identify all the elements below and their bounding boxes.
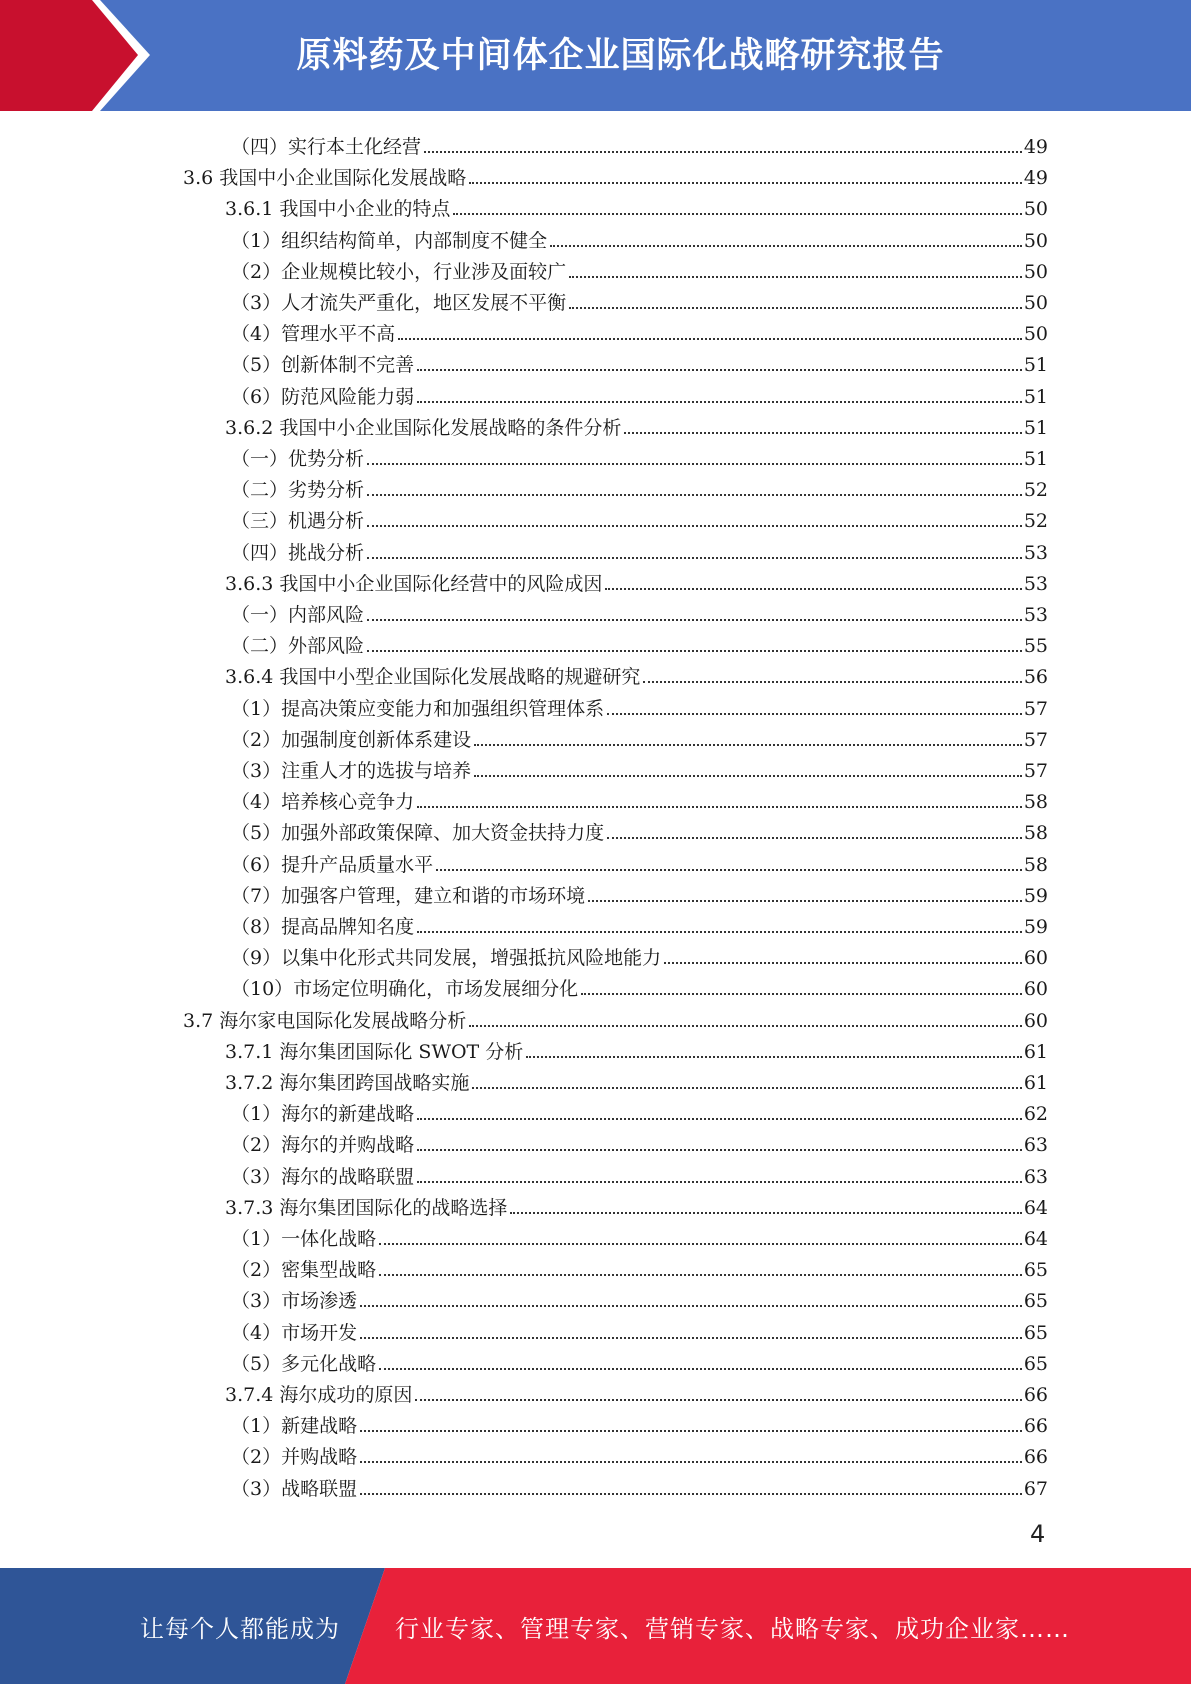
- toc-entry-title: （3）战略联盟: [231, 1477, 358, 1500]
- toc-entry-page: 60: [1023, 947, 1048, 970]
- toc-entry[interactable]: [183, 158, 1048, 189]
- toc-entry-page: 62: [1023, 1103, 1048, 1126]
- report-title: 原料药及中间体企业国际化战略研究报告: [296, 36, 945, 76]
- toc-dot-leader: [367, 618, 1022, 621]
- toc-entry[interactable]: [231, 907, 1048, 938]
- toc-entry-title: （5）创新体制不完善: [231, 354, 415, 377]
- toc-entry-title: （8）提高品牌知名度: [231, 916, 415, 938]
- toc-dot-leader: [510, 1211, 1021, 1214]
- toc-entry[interactable]: [231, 533, 1048, 564]
- toc-entry[interactable]: [231, 470, 1048, 501]
- toc-dot-leader: [581, 992, 1022, 995]
- toc-entry[interactable]: [231, 720, 1048, 751]
- toc-entry[interactable]: [231, 1344, 1048, 1375]
- toc-entry[interactable]: [231, 1469, 1048, 1500]
- page-number: 4: [1030, 1520, 1046, 1548]
- toc-dot-leader: [417, 368, 1022, 371]
- toc-entry-page: 50: [1023, 229, 1048, 252]
- toc-entry-page: 50: [1023, 260, 1048, 283]
- toc-dot-leader: [424, 150, 1022, 153]
- toc-dot-leader: [367, 649, 1022, 652]
- toc-entry[interactable]: [231, 1125, 1048, 1156]
- toc-entry[interactable]: [231, 969, 1048, 1000]
- toc-entry-title: 3.7 海尔家电国际化发展战略分析: [183, 1009, 467, 1032]
- toc-entry[interactable]: [225, 1188, 1048, 1219]
- toc-entry-title: （3）海尔的战略联盟: [231, 1165, 415, 1188]
- toc-entry[interactable]: [231, 1406, 1048, 1437]
- toc-dot-leader: [417, 1117, 1022, 1120]
- toc-dot-leader: [474, 743, 1022, 746]
- toc-entry[interactable]: [231, 1281, 1048, 1312]
- toc-entry-page: 66: [1023, 1415, 1048, 1438]
- toc-entry-page: 49: [1023, 136, 1048, 158]
- toc-entry-page: 63: [1023, 1134, 1048, 1157]
- toc-dot-leader: [379, 1367, 1022, 1370]
- toc-dot-leader: [569, 306, 1022, 309]
- toc-entry-page: 49: [1023, 167, 1048, 190]
- toc-entry[interactable]: [231, 252, 1048, 283]
- toc-dot-leader: [624, 431, 1021, 434]
- toc-dot-leader: [664, 961, 1022, 964]
- toc-entry[interactable]: [231, 876, 1048, 907]
- toc-dot-leader: [360, 1460, 1022, 1463]
- toc-entry-page: 51: [1023, 385, 1048, 408]
- toc-entry-title: （四）挑战分析: [231, 541, 365, 564]
- toc-dot-leader: [379, 1273, 1022, 1276]
- toc-entry[interactable]: [231, 1157, 1048, 1188]
- toc-entry[interactable]: [231, 501, 1048, 532]
- toc-entry-page: 65: [1023, 1321, 1048, 1344]
- toc-entry-title: 3.6.2 我国中小企业国际化发展战略的条件分析: [225, 416, 622, 439]
- toc-entry-title: （一）内部风险: [231, 604, 365, 626]
- toc-entry[interactable]: [231, 1094, 1048, 1125]
- toc-entry-page: 61: [1023, 1040, 1048, 1063]
- toc-entry-page: 51: [1023, 416, 1048, 439]
- report-footer: [0, 1568, 1191, 1684]
- toc-entry[interactable]: [231, 689, 1048, 720]
- toc-dot-leader: [398, 337, 1022, 340]
- toc-entry[interactable]: [231, 314, 1048, 345]
- toc-entry[interactable]: [225, 1063, 1048, 1094]
- toc-dot-leader: [469, 1024, 1022, 1027]
- toc-entry-title: （2）并购战略: [231, 1446, 358, 1469]
- toc-dot-leader: [415, 1398, 1021, 1401]
- toc-entry-page: 50: [1023, 198, 1048, 221]
- toc-entry-page: 65: [1023, 1290, 1048, 1313]
- toc-entry[interactable]: [231, 782, 1048, 813]
- toc-entry-page: 51: [1023, 448, 1048, 470]
- toc-entry-title: （9）以集中化形式共同发展，增强抵抗风险地能力: [231, 947, 662, 970]
- toc-dot-leader: [417, 1148, 1022, 1151]
- toc-entry-page: 52: [1023, 479, 1048, 502]
- toc-entry[interactable]: [231, 221, 1048, 252]
- toc-dot-leader: [367, 556, 1022, 559]
- toc-entry-title: （5）多元化战略: [231, 1352, 377, 1375]
- toc-dot-leader: [472, 1086, 1021, 1089]
- toc-dot-leader: [607, 712, 1022, 715]
- toc-entry-title: （三）机遇分析: [231, 510, 365, 533]
- toc-entry[interactable]: [225, 564, 1048, 595]
- toc-entry-page: 57: [1023, 728, 1048, 751]
- toc-entry-title: （1）组织结构简单，内部制度不健全: [231, 229, 548, 252]
- toc-entry-title: （5）加强外部政策保障、加大资金扶持力度: [231, 822, 605, 845]
- toc-entry-title: （4）管理水平不高: [231, 323, 396, 346]
- toc-entry-page: 57: [1023, 697, 1048, 720]
- toc-entry-page: 66: [1023, 1446, 1048, 1469]
- toc-dot-leader: [436, 868, 1022, 871]
- toc-dot-leader: [360, 1336, 1022, 1339]
- toc-dot-leader: [526, 1055, 1022, 1058]
- toc-entry[interactable]: [231, 813, 1048, 844]
- report-header: [0, 0, 1191, 111]
- toc-dot-leader: [360, 1304, 1022, 1307]
- toc-entry-title: （4）市场开发: [231, 1321, 358, 1344]
- toc-entry-title: （6）提升产品质量水平: [231, 853, 434, 876]
- toc-entry-page: 63: [1023, 1165, 1048, 1188]
- toc-entry-page: 66: [1023, 1384, 1048, 1406]
- toc-entry-title: （1）提高决策应变能力和加强组织管理体系: [231, 697, 605, 720]
- toc-entry[interactable]: [231, 1219, 1048, 1250]
- toc-entry-title: 3.6.3 我国中小企业国际化经营中的风险成因: [225, 572, 603, 595]
- toc-entry-page: 61: [1023, 1072, 1048, 1094]
- toc-dot-leader: [367, 524, 1022, 527]
- footer-slogan-left: 让每个人都能成为: [140, 1614, 340, 1643]
- toc-entry-title: 3.7.2 海尔集团跨国战略实施: [225, 1072, 470, 1094]
- toc-entry[interactable]: [231, 377, 1048, 408]
- toc-entry-title: （二）外部风险: [231, 635, 365, 658]
- toc-entry-page: 52: [1023, 510, 1048, 533]
- toc-dot-leader: [605, 587, 1021, 590]
- toc-entry-page: 50: [1023, 323, 1048, 346]
- toc-entry-page: 65: [1023, 1352, 1048, 1375]
- toc-entry-page: 53: [1023, 572, 1048, 595]
- toc-entry-page: 64: [1023, 1228, 1048, 1250]
- toc-entry-page: 55: [1023, 635, 1048, 658]
- toc-entry[interactable]: [231, 127, 1048, 158]
- toc-entry-page: 57: [1023, 760, 1048, 782]
- toc-entry[interactable]: [183, 1001, 1048, 1032]
- toc-entry[interactable]: [231, 1437, 1048, 1468]
- toc-entry[interactable]: [231, 345, 1048, 376]
- toc-entry-title: （四）实行本土化经营: [231, 136, 422, 158]
- footer-slogan-right: 行业专家、管理专家、营销专家、战略专家、成功企业家……: [395, 1614, 1070, 1643]
- toc-entry-title: （6）防范风险能力弱: [231, 385, 415, 408]
- toc-entry-title: （7）加强客户管理，建立和谐的市场环境: [231, 884, 586, 907]
- toc-entry-title: （1）一体化战略: [231, 1228, 377, 1250]
- toc-entry[interactable]: [225, 1032, 1048, 1063]
- toc-entry-page: 59: [1023, 916, 1048, 938]
- toc-entry[interactable]: [231, 845, 1048, 876]
- toc-entry-title: 3.7.4 海尔成功的原因: [225, 1384, 413, 1406]
- toc-entry[interactable]: [225, 657, 1048, 688]
- toc-dot-leader: [367, 462, 1022, 465]
- toc-dot-leader: [550, 244, 1022, 247]
- toc-entry[interactable]: [231, 751, 1048, 782]
- toc-entry-title: 3.6.4 我国中小型企业国际化发展战略的规避研究: [225, 666, 641, 689]
- toc-entry[interactable]: [231, 1250, 1048, 1281]
- toc-entry-page: 58: [1023, 853, 1048, 876]
- toc-entry-title: （2）海尔的并购战略: [231, 1134, 415, 1157]
- toc-entry-title: （2）加强制度创新体系建设: [231, 728, 472, 751]
- toc-entry-title: 3.7.1 海尔集团国际化 SWOT 分析: [225, 1040, 524, 1063]
- toc-entry[interactable]: [231, 283, 1048, 314]
- toc-entry-title: （2）密集型战略: [231, 1259, 377, 1282]
- toc-dot-leader: [453, 212, 1021, 215]
- toc-dot-leader: [367, 493, 1022, 496]
- toc-entry-title: 3.7.3 海尔集团国际化的战略选择: [225, 1196, 508, 1219]
- toc-dot-leader: [569, 275, 1022, 278]
- toc-entry[interactable]: [231, 938, 1048, 969]
- toc-entry-title: （1）海尔的新建战略: [231, 1103, 415, 1126]
- toc-dot-leader: [417, 805, 1022, 808]
- toc-entry-page: 60: [1023, 1009, 1048, 1032]
- toc-entry-title: （3）人才流失严重化，地区发展不平衡: [231, 292, 567, 314]
- toc-entry-page: 59: [1023, 884, 1048, 907]
- toc-entry-title: （2）企业规模比较小，行业涉及面较广: [231, 260, 567, 283]
- toc-entry-page: 60: [1023, 978, 1048, 1001]
- toc-entry-title: （3）市场渗透: [231, 1290, 358, 1313]
- toc-dot-leader: [417, 930, 1022, 933]
- toc-entry-page: 58: [1023, 822, 1048, 845]
- toc-entry-title: （一）优势分析: [231, 448, 365, 470]
- toc-dot-leader: [643, 680, 1021, 683]
- toc-entry-title: 3.6 我国中小企业国际化发展战略: [183, 167, 467, 190]
- toc-entry-title: （二）劣势分析: [231, 479, 365, 502]
- toc-entry[interactable]: [231, 595, 1048, 626]
- toc-entry-page: 56: [1023, 666, 1048, 689]
- toc-dot-leader: [607, 836, 1022, 839]
- toc-entry-title: （3）注重人才的选拔与培养: [231, 760, 472, 782]
- toc-entry[interactable]: [225, 1375, 1048, 1406]
- toc-dot-leader: [417, 400, 1022, 403]
- toc-entry[interactable]: [225, 189, 1048, 220]
- toc-dot-leader: [360, 1492, 1022, 1495]
- toc-dot-leader: [379, 1242, 1022, 1245]
- toc-entry-title: （1）新建战略: [231, 1415, 358, 1438]
- toc-entry[interactable]: [231, 439, 1048, 470]
- toc-dot-leader: [417, 1180, 1022, 1183]
- chevron-logo-icon: [0, 0, 160, 111]
- toc-entry-page: 51: [1023, 354, 1048, 377]
- toc-entry-title: 3.6.1 我国中小企业的特点: [225, 198, 451, 221]
- toc-entry-page: 64: [1023, 1196, 1048, 1219]
- toc-entry[interactable]: [225, 408, 1048, 439]
- toc-dot-leader: [588, 899, 1022, 902]
- toc-entry[interactable]: [231, 1313, 1048, 1344]
- toc-entry-page: 50: [1023, 292, 1048, 314]
- toc-entry-page: 53: [1023, 604, 1048, 626]
- toc-entry-title: （4）培养核心竞争力: [231, 791, 415, 814]
- toc-entry-page: 53: [1023, 541, 1048, 564]
- toc-entry-title: （10）市场定位明确化，市场发展细分化: [231, 978, 579, 1001]
- toc-dot-leader: [469, 181, 1022, 184]
- toc-dot-leader: [360, 1429, 1022, 1432]
- toc-dot-leader: [474, 774, 1022, 777]
- toc-entry-page: 65: [1023, 1259, 1048, 1282]
- toc-entry[interactable]: [231, 626, 1048, 657]
- toc-entry-page: 67: [1023, 1477, 1048, 1500]
- toc-entry-page: 58: [1023, 791, 1048, 814]
